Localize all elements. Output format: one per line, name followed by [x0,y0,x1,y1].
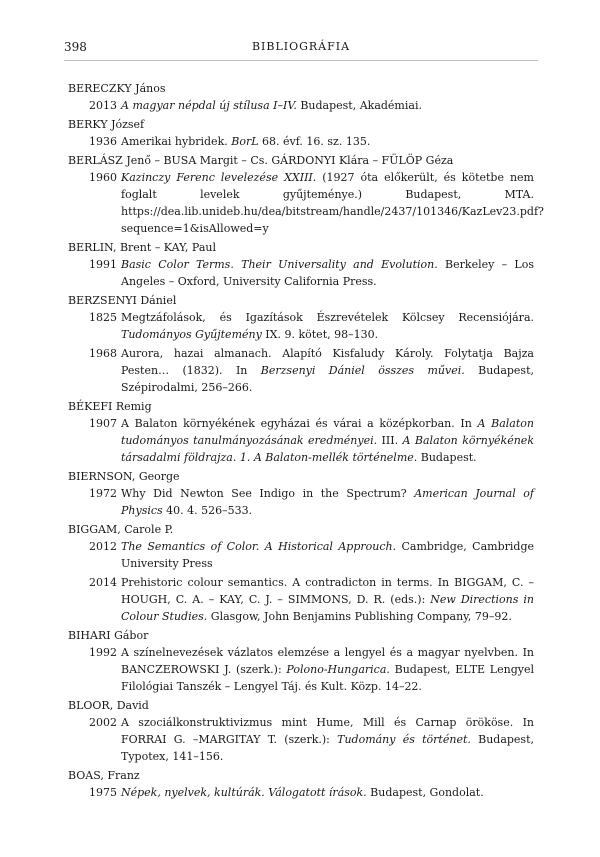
bibliography-item [68,538,534,572]
bibliography-list [68,80,544,803]
citation-title: American Journal of Physics [121,487,534,517]
citation-title: Polono-Hungarica. [286,663,390,676]
citation-text: IX. 9. kötet, 98–130. [261,328,379,341]
citation-title: Tudományos Gyűjtemény [121,328,262,341]
publication-year: 1825 [89,311,117,324]
publication-year: 1975 [89,786,117,799]
citation-text: 68. évf. 16. sz. 135. [258,135,371,148]
citation-text: A Balaton környékének egyházai és várai a középkorban. In [121,417,478,430]
bibliography-item [68,415,534,466]
citation-title: A Balaton környékének társadalmi földrajza. 1. A Balaton-mellék történelme. [121,434,534,464]
publication-year: 1907 [89,417,117,430]
citation-text: Budapest, Szépirodalmi, 256–266. [121,364,534,394]
citation-text: Budapest, ELTE Lengyel Filológiai Tanszék – Lengyel Táj. és Kult. Közp. 14–22. [121,663,534,693]
citation-text: 40. 4. 526–533. [162,504,253,517]
running-title: BIBLIOGRÁFIA [251,40,351,53]
author-heading: BERLÁSZ Jenő – BUSA Margit – Cs. GÁRDONYI Klára – FÜLÖP Géza [68,154,454,167]
page-number: 398 [64,40,87,54]
citation-text: Budapest. [417,451,477,464]
header-rule [64,60,538,61]
citation-title: New Directions in Colour Studies. [121,593,534,623]
citation-text: Glasgow, John Benjamins Publishing Company, 79–92. [207,610,512,623]
citation-text: (1927 óta előkerült, és kötetbe nem foglalt levelek gyűjteménye.) Budapest, MTA. https://dea.lib.unideb.hu/dea/bitstream/handle/2437/101346/KazLev23.pdf?sequence=1&isAllowed=y [121,171,544,235]
author-heading: BIGGAM, Carole P. [68,523,174,536]
bibliography-item [68,256,534,290]
author-heading: BLOOR, David [68,699,149,712]
citation-title: Kazinczy Ferenc levelezése XXIII. [121,171,317,184]
citation-text: Aurora, hazai almanach. Alapító Kisfaludy Károly. Folytatja Bajza Pesten… (1832). In [121,347,534,377]
publication-year: 1960 [89,171,117,184]
citation-text: Megtzáfolások, és Igazítások Észrevételek Kölcsey Recensiójára. [121,311,534,324]
bibliography-item [68,97,534,114]
publication-year: 1991 [89,258,117,271]
bibliography-item [68,309,534,343]
bibliography-item [68,644,534,695]
citation-text: Budapest, Typotex, 141–156. [121,733,534,763]
citation-text: A színelnevezések vázlatos elemzése a lengyel és a magyar nyelvben. In BANCZEROWSKI J. (szerk.): [121,646,534,676]
citation-text: Budapest, Gondolat. [366,786,484,799]
bibliography-item [68,485,534,519]
author-heading: BERECZKY János [68,82,166,95]
publication-year: 1968 [89,347,117,360]
citation-text: Prehistoric colour semantics. A contradicton in terms. In BIGGAM, C. – HOUGH, C. A. – KAY, C. J. – SIMMONS, D. R. (eds.): [121,576,534,606]
publication-year: 2014 [89,576,117,589]
citation-text: Cambridge, Cambridge University Press [121,540,534,570]
bibliography-item [68,345,534,396]
publication-year: 2013 [89,99,117,112]
page-header [64,40,538,60]
citation-text: Why Did Newton See Indigo in the Spectrum? [121,487,415,500]
citation-title: Berzsenyi Dániel összes művei. [260,364,465,377]
author-heading: BERKY József [68,118,145,131]
bibliography-item [68,784,534,801]
citation-title: Népek, nyelvek, kultúrák. Válogatott írások. [121,786,367,799]
author-heading: BÉKEFI Remig [68,400,152,413]
publication-year: 1972 [89,487,117,500]
bibliography-item [68,714,534,765]
citation-text: Berkeley – Los Angeles – Oxford, University California Press. [121,258,534,288]
publication-year: 1992 [89,646,117,659]
author-heading: BERLIN, Brent – KAY, Paul [68,241,216,254]
citation-title: A magyar népdal új stílusa I–IV. [121,99,297,112]
publication-year: 2012 [89,540,117,553]
citation-title: A Balaton tudományos tanulmányozásának eredményei. [121,417,534,447]
citation-text: Budapest, Akadémiai. [296,99,422,112]
citation-text: A szociálkonstruktivizmus mint Hume, Mill és Carnap örököse. In FORRAI G. –MARGITAY T. (szerk.): [121,716,534,746]
author-heading: BOAS, Franz [68,769,140,782]
citation-title: Basic Color Terms. Their Universality and Evolution. [121,258,438,271]
bibliography-item [68,169,544,237]
bibliography-item [68,574,534,625]
author-heading: BIHARI Gábor [68,629,149,642]
publication-year: 1936 [89,135,117,148]
publication-year: 2002 [89,716,117,729]
author-heading: BERZSENYI Dániel [68,294,177,307]
author-heading: BIERNSON, George [68,470,180,483]
citation-text: Amerikai hybridek. [121,135,232,148]
bibliography-item [68,133,534,150]
citation-title: Tudomány és történet. [337,733,471,746]
citation-title: The Semantics of Color. A Historical Approuch. [121,540,397,553]
citation-text: III. [377,434,403,447]
citation-title: BorL [231,135,259,148]
